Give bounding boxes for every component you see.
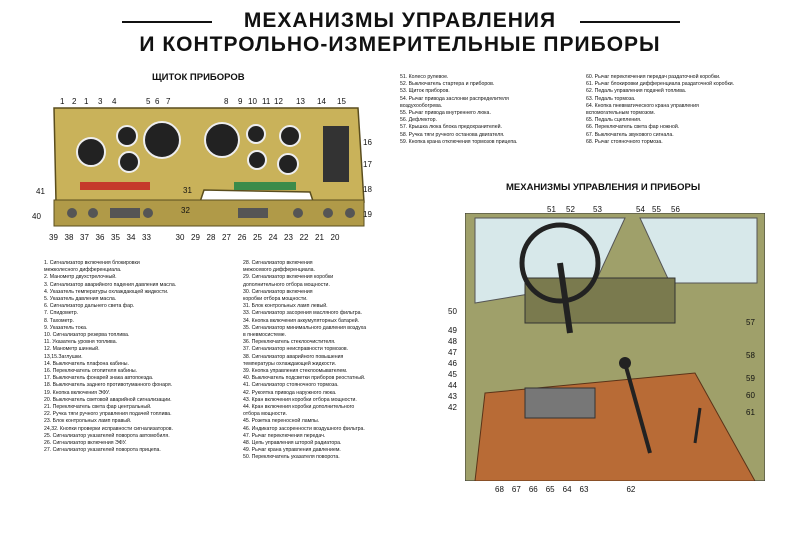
legend-entry: 25. Сигнализатор указателей поворота автомобиля. [44,432,170,439]
panel-lower-strip [54,200,364,226]
callout-64: 64 [562,485,572,494]
legend-entry: 36. Переключатель стеклоочистителя. [243,339,336,346]
legend-entry: 24,32. Кнопки проверки исправности сигнализаторов. [44,425,173,432]
legend-entry: 26. Сигнализатор включения ЭФУ. [44,440,127,447]
callout-43: 43 [448,392,457,401]
legend-entry: 62. Педаль управления подачей топлива. [586,88,687,95]
legend-entry: 59. Кнопка крана отключения тормозов прицепа. [400,138,518,145]
callout-42: 42 [448,403,457,412]
cab-controls-illustration [465,213,765,481]
knob-22 [293,208,303,218]
legend-entry: 28. Сигнализатор включения [243,260,313,266]
legend-entry: 42. Рукоятка привода наружного люка. [243,389,337,396]
pedal-group [525,388,595,418]
callout-35: 35 [111,233,120,242]
legend-entry: 22. Ручка тяги ручного управления подачей топлива. [44,411,172,418]
callout-27: 27 [222,233,231,242]
callout-23: 23 [284,233,293,242]
gauge-13 [278,154,298,174]
callout-16: 16 [363,138,372,147]
callout-53: 53 [593,205,602,214]
legend-entry: 34. Кнопка включения аккумуляторных батарей. [243,317,360,324]
callout-5: 5 [146,97,151,106]
legend-entry: 65. Педаль сцепления. [586,117,642,124]
cab-left-callouts [448,306,457,413]
callout-68: 68 [495,485,504,494]
legend-entry: 5. Указатель давления масла. [44,296,117,303]
callout-22: 22 [299,233,309,242]
legend-entry: вспомогательным тормозом. [586,110,656,117]
legend-entry: 19. Кнопка включения ЭФУ. [44,389,110,396]
callout-32: 32 [181,206,190,215]
legend-entry: коробки отбора мощности. [243,296,308,303]
legend-entry: 10. Сигнализатор резерва топлива. [44,332,130,339]
legend-entry: 53. Щиток приборов. [400,88,450,95]
legend-entry: 39. Кнопка управления стеклоомывателем. [243,368,348,375]
panel-bottom-callouts [49,233,369,242]
legend-entry: 13,15.Заглушки. [44,353,83,360]
legend-entry: 46. Индикатор засоренности воздушного фильтра. [243,425,365,432]
gauge-2 [117,126,137,146]
legend-entry: 35. Сигнализатор минимального давления воздуха [243,324,367,331]
legend-entry: 51. Колесо рулевое. [400,74,449,80]
legend-entry: 3. Сигнализатор аварийного падения давления масла. [44,281,177,288]
callout-38: 38 [64,233,74,242]
knob-21 [323,208,333,218]
legend-entry: отбора мощности. [243,411,287,418]
callout-59: 59 [746,374,755,383]
legend-entry: межосевого дифференциала. [243,267,316,274]
legend-column-2 [243,260,393,462]
legend-entry: 2. Манометр двухстрелочный. [44,274,117,281]
legend-entry: 17. Выключатель фонарей знака автопоезда. [44,375,154,382]
legend-entry: 48. Цепь управления шторой радиатора. [243,440,342,447]
callout-67: 67 [511,485,521,494]
legend-entry: 54. Рычаг привода заслонки распределителя [400,95,509,102]
poster-title-line2: И КОНТРОЛЬНО-ИЗМЕРИТЕЛЬНЫЕ ПРИБОРЫ [139,33,661,56]
knob-20 [345,208,355,218]
callout-13: 13 [296,97,305,106]
callout-2: 2 [72,97,77,106]
legend-entry: 38. Сигнализатор аварийного повышения [243,353,344,360]
callout-63: 63 [579,485,589,494]
callout-25: 25 [253,233,262,242]
knob-39 [67,208,77,218]
callout-47: 47 [448,348,457,357]
callout-14: 14 [317,97,326,106]
knob-37 [110,208,140,218]
callout-45: 45 [448,370,457,379]
panel-section-title: ЩИТОК ПРИБОРОВ [152,72,245,83]
gauge-10 [247,125,265,143]
legend-entry: 50. Переключатель указателя поворота. [243,454,340,461]
callout-49: 49 [448,326,457,335]
legend-entry: 61. Рычаг блокировки дифференциала раздаточной коробки. [586,81,735,88]
callout-7: 7 [166,97,171,106]
legend-entry: 47. Рычаг переключения передач. [243,432,326,439]
legend-entry: 23. Блок контрольных ламп правый. [44,418,132,425]
legend-entry: 27. Сигнализатор указателей поворота прицепа. [44,447,161,454]
callout-11: 11 [262,97,271,106]
legend-entry: 12. Манометр шинный. [44,346,100,353]
legend-entry: 56. Дефлектор. [400,117,437,124]
legend-entry: 49. Рычаг крана управления давлением. [243,447,341,454]
callout-50: 50 [448,307,457,316]
callout-52: 52 [566,205,575,214]
callout-54: 54 [636,205,645,214]
gauge-11 [248,151,266,169]
legend-entry: 41. Сигнализатор стояночного тормоза. [243,382,339,389]
callout-55: 55 [652,205,661,214]
legend-entry: 8. Тахометр. [44,317,74,324]
legend-column-1 [44,260,242,454]
legend-entry: 67. Выключатель звукового сигнала. [586,131,674,138]
callout-4: 4 [112,97,117,106]
tachometer-gauge [205,123,239,157]
legend-entry: 20. Выключатель световой аварийной сигнализации. [44,396,172,403]
legend-entry: температуры охлаждающей жидкости. [243,360,337,367]
callout-61: 61 [746,408,755,417]
callout-12: 12 [274,97,283,106]
callout-41: 41 [36,187,45,196]
lamp-block-right [234,182,296,190]
legend-entry: 63. Педаль тормоза. [586,95,636,102]
legend-entry: 64. Кнопка пневматического крана управления [586,102,699,109]
cab-bottom-callouts [495,485,655,494]
lamp-block-left [80,182,150,190]
callout-31: 31 [183,186,192,195]
callout-66: 66 [528,485,538,494]
legend-entry: 21. Переключатель света фар центральный. [44,404,152,411]
legend-entry: 31. Блок контрольных ламп левый. [243,303,328,310]
legend-entry: 6. Сигнализатор дальнего света фар. [44,303,135,310]
speedometer-gauge [144,122,180,158]
callout-1a: 1 [60,97,65,106]
callout-36: 36 [95,233,105,242]
gear-knob [619,357,631,369]
callout-15: 15 [337,97,346,106]
callout-10: 10 [248,97,257,106]
legend-entry: воздухообогрева. [400,102,443,109]
callout-20: 20 [330,233,340,242]
legend-entry: 29. Сигнализатор включения коробки [243,274,334,281]
callout-65: 65 [545,485,555,494]
legend-entry: 18. Выключатель заднего противотуманного фонаря. [44,382,173,389]
callout-29: 29 [191,233,200,242]
callout-18: 18 [363,185,372,194]
legend-entry: 30. Сигнализатор включения [243,288,313,295]
legend-entry: 52. Выключатель стартера и приборов. [400,81,495,88]
legend-entry: 1. Сигнализатор включения блокировки [44,260,140,266]
callout-9: 9 [238,97,243,106]
callout-62: 62 [626,485,636,494]
switch-block [323,126,349,182]
legend-entry: дополнительного отбора мощности. [243,281,330,288]
legend-entry: 68. Рычаг стояночного тормоза. [586,138,663,145]
legend-entry: 57. Крышка люка блока предохранителей. [400,124,502,131]
knob-29 [238,208,268,218]
instrument-panel-diagram [28,92,368,242]
legend-entry: 44. Кран включения коробки дополнительного [243,404,355,411]
legend-entry: 40. Выключатель подсветки приборов реостатный. [243,375,366,382]
legend-entry: 66. Переключатель света фар ножной. [586,124,680,131]
legend-entry: в пневмосистеме. [243,332,287,339]
callout-48: 48 [448,337,457,346]
legend-entry: 45. Розетка переносной лампы. [243,418,320,425]
legend-entry: 60. Рычаг переключения передач раздаточной коробки. [586,74,721,80]
cab-section-title: МЕХАНИЗМЫ УПРАВЛЕНИЯ И ПРИБОРЫ [506,182,701,193]
callout-37: 37 [80,233,89,242]
callout-17: 17 [363,160,372,169]
callout-3: 3 [98,97,103,106]
gauge-1 [77,138,105,166]
legend-entry: 16. Переключатель отопителя кабины. [44,368,138,375]
callout-8: 8 [224,97,229,106]
callout-46: 46 [448,359,457,368]
legend-entry: 43. Кран включения коробки отбора мощности. [243,396,357,403]
callout-19: 19 [363,210,372,219]
legend-entry: 7. Спидометр. [44,310,79,317]
callout-24: 24 [268,233,278,242]
callout-58: 58 [746,351,755,360]
callout-28: 28 [206,233,216,242]
callout-60: 60 [746,391,755,400]
callout-34: 34 [126,233,136,242]
legend-entry: 37. Сигнализатор неисправности тормозов. [243,346,349,353]
callout-6: 6 [155,97,160,106]
legend-column-3 [400,74,575,146]
callout-51: 51 [547,205,556,214]
legend-entry: 33. Сигнализатор засорения масляного фильтра. [243,310,362,317]
callout-44: 44 [448,381,457,390]
legend-entry: межколесного дифференциала. [44,267,122,274]
legend-entry: 14. Выключатель плафона кабины. [44,360,129,367]
gauge-3 [119,152,139,172]
legend-entry: 58. Ручка тяги ручного останова двигателя. [400,131,505,138]
poster-title-line1: МЕХАНИЗМЫ УПРАВЛЕНИЯ [243,9,557,32]
gauge-12 [280,126,300,146]
callout-57: 57 [746,318,755,327]
callout-1b: 1 [84,97,89,106]
cab-right-callouts [746,318,755,417]
callout-33: 33 [142,233,151,242]
callout-26: 26 [237,233,247,242]
callout-21: 21 [315,233,324,242]
callout-39: 39 [49,233,58,242]
callout-40: 40 [32,212,41,221]
legend-entry: 11. Указатель уровня топлива. [44,339,118,346]
knob-38 [88,208,98,218]
callout-56: 56 [671,205,680,214]
legend-entry: 9. Указатель тока. [44,324,88,331]
callout-30: 30 [175,233,185,242]
legend-entry: 4. Указатель температуры охлаждающей жидкости. [44,288,169,295]
legend-entry: 55. Рычаг привода внутреннего люка. [400,110,491,117]
legend-column-4 [586,74,776,146]
knob-34 [143,208,153,218]
